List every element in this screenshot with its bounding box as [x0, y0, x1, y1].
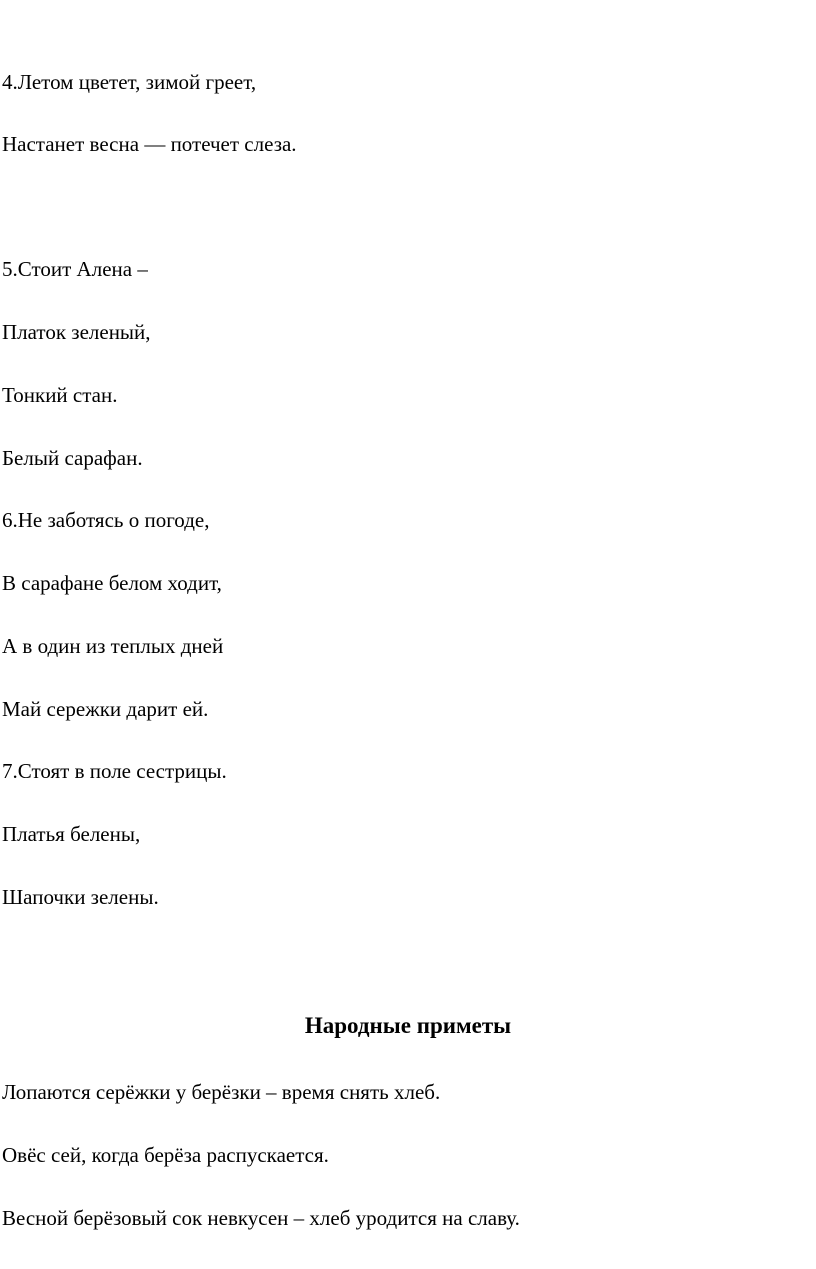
riddle-6-line-3: А в один из теплых дней [2, 634, 224, 658]
riddle-4-line-1: 4.Летом цветет, зимой греет, [2, 70, 257, 94]
folk-sign-3: Весной берёзовый сок невкусен – хлеб уродится на славу. [2, 1206, 520, 1230]
riddle-7-line-1: 7.Стоят в поле сестрицы. [2, 759, 227, 783]
riddle-5-line-3: Тонкий стан. [2, 383, 118, 407]
riddle-4-line-2: Настанет весна — потечет слеза. [2, 132, 297, 156]
riddle-6-line-4: Май сережки дарит ей. [2, 697, 209, 721]
riddle-7-line-2: Платья белены, [2, 822, 141, 846]
riddle-5-line-2: Платок зеленый, [2, 320, 151, 344]
riddle-6-line-2: В сарафане белом ходит, [2, 571, 222, 595]
riddle-5-line-1: 5.Стоит Алена – [2, 257, 148, 281]
riddle-5-line-4: Белый сарафан. [2, 446, 143, 470]
riddle-7-line-3: Шапочки зелены. [2, 885, 159, 909]
riddle-6-line-1: 6.Не заботясь о погоде, [2, 508, 210, 532]
folk-sign-1: Лопаются серёжки у берёзки – время снять хлеб. [2, 1080, 441, 1104]
section-heading: Народные приметы [304, 1013, 512, 1038]
folk-sign-2: Овёс сей, когда берёза распускается. [2, 1143, 329, 1167]
